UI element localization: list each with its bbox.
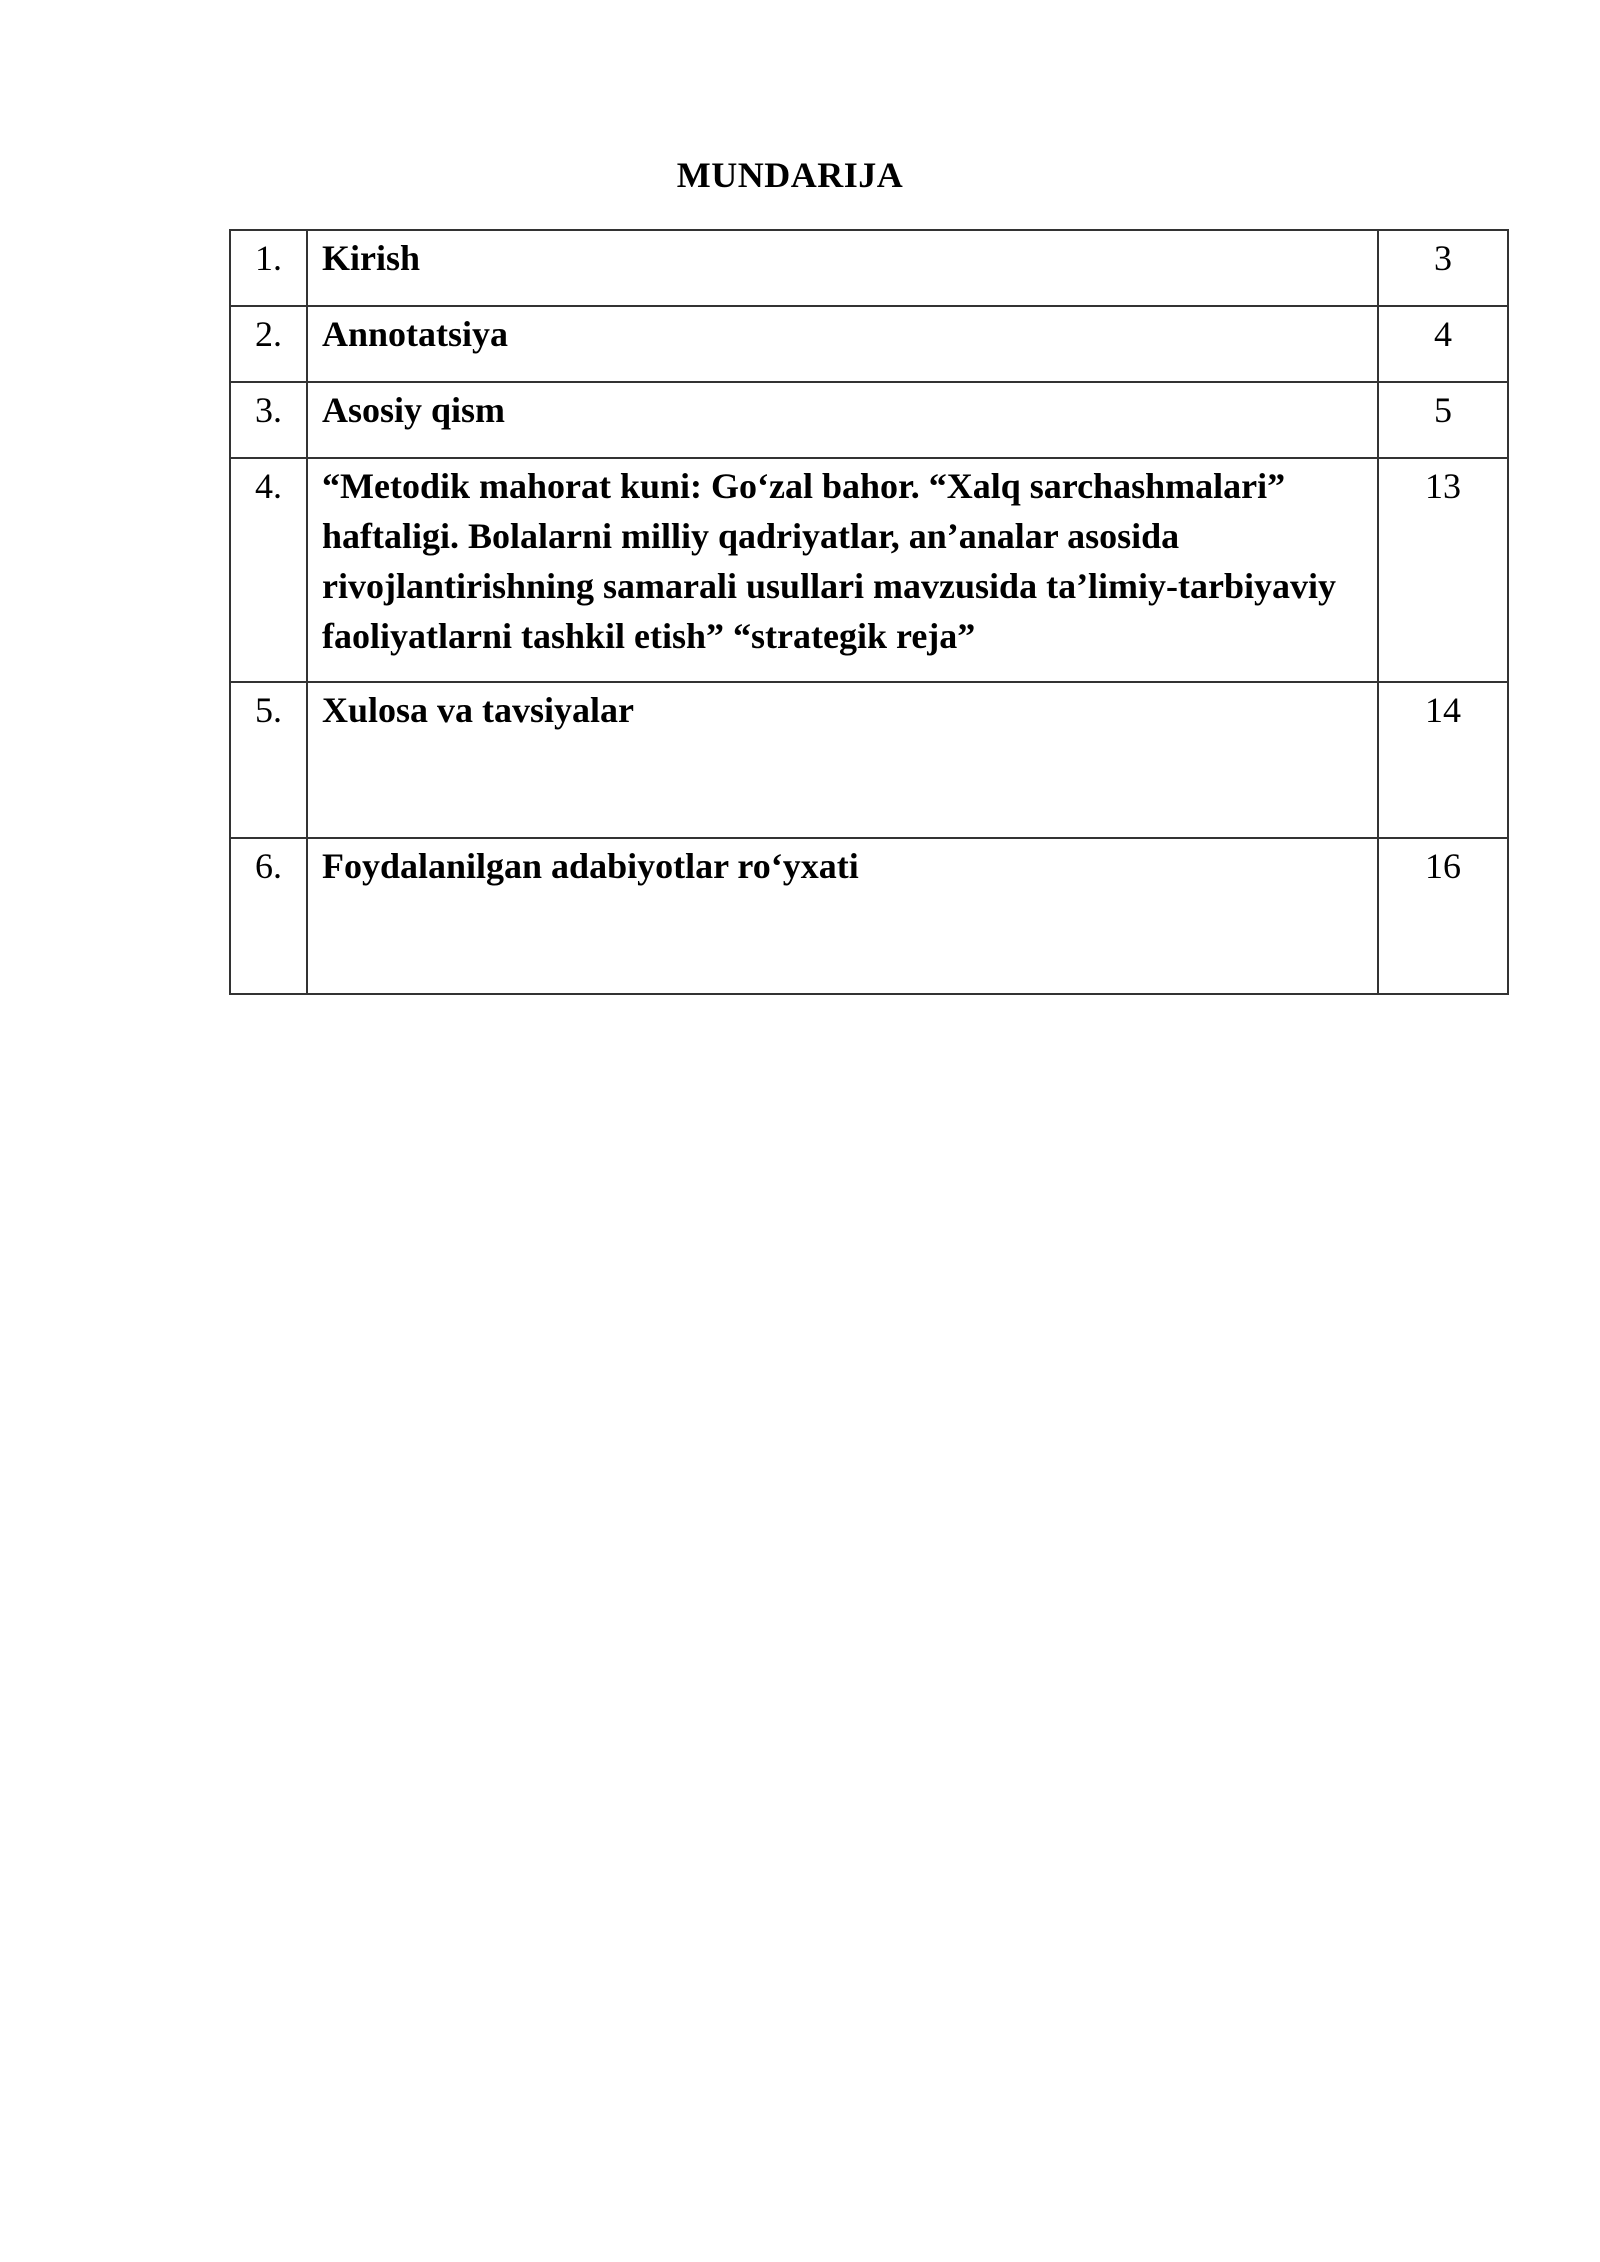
toc-row [230,458,1508,682]
toc-row [230,382,1508,458]
toc-title: Annotatsiya [307,306,1378,382]
toc-number: 5. [230,682,307,838]
toc-row [230,306,1508,382]
toc-number: 4. [230,458,307,682]
toc-title: Kirish [307,230,1378,306]
toc-row [230,682,1508,838]
toc-page-number: 14 [1378,682,1508,838]
toc-row [230,230,1508,306]
toc-title: Xulosa va tavsiyalar [307,682,1378,838]
toc-title: Foydalanilgan adabiyotlar ro‘yxati [307,838,1378,994]
toc-title: Asosiy qism [307,382,1378,458]
page-title: MUNDARIJA [676,155,904,195]
toc-page-number: 16 [1378,838,1508,994]
toc-page-number: 5 [1378,382,1508,458]
toc-page-number: 3 [1378,230,1508,306]
toc-number: 3. [230,382,307,458]
toc-page-number: 13 [1378,458,1508,682]
toc-title: “Metodik mahorat kuni: Go‘zal bahor. “Xalq sarchashmalari” haftaligi. Bolalarni milliy qadriyatlar, an’analar asosida rivojlantirishning samarali usullari mavzusida ta’limiy-tarbiyaviy faoliyatlarni tashkil etish” “strategik reja” [307,458,1378,682]
toc-page-number: 4 [1378,306,1508,382]
table-of-contents [229,229,1509,995]
toc-row [230,838,1508,994]
toc-number: 1. [230,230,307,306]
toc-number: 6. [230,838,307,994]
toc-number: 2. [230,306,307,382]
